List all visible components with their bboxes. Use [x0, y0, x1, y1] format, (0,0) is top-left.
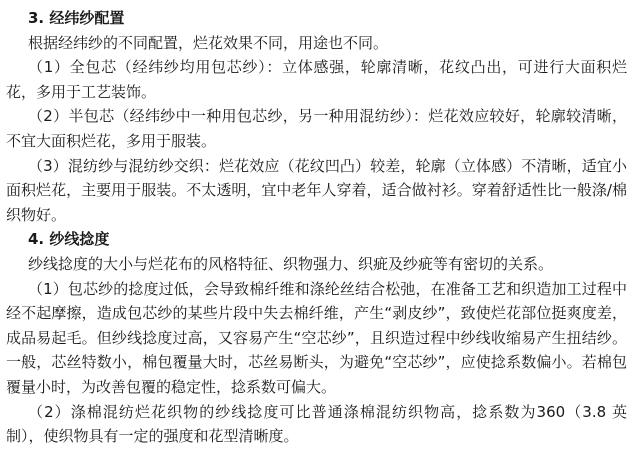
polyester-cotton-twist-paragraph: （2）涤棉混纺烂花织物的纱线捻度可比普通涤棉混纺织物高，捻系数为360（3.8 英制），使织物具有一定的强度和花型清晰度。: [6, 402, 627, 446]
core-spun-twist-paragraph: （1）包芯纱的捻度过低，会导致棉纤维和涤纶丝结合松弛，在准备工艺和织造加工过程中经不起摩擦，造成包芯纱的某些片段中失去棉纤维，产生“剥皮纱”，致使烂花部位挺爽度差，成品易起毛。但纱线捻度过高，又容易产生“空芯纱”，且织造过程中纱线收缩易产生扭结纱。一般，芯丝特数小，棉包覆量大时，芯丝易断头，为避免“空芯纱”，应使捻系数偏小。若棉包覆量小时，为改善包覆的稳定性，捻系数可偏大。: [6, 279, 627, 396]
blended-yarn-paragraph: （3）混纺纱与混纺纱交织：烂花效应（花纹凹凸）较差，轮廓（立体感）不清晰，适宜小面积烂花，主要用于服装。不太透明，宜中老年人穿着，适合做衬衫。穿着舒适性比一般涤/棉织物好。: [6, 156, 627, 224]
section-heading-yarn-twist: 4. 纱线捻度: [28, 230, 110, 249]
section-intro-paragraph: 根据经纬纱的不同配置，烂花效果不同，用途也不同。: [28, 33, 389, 52]
section-heading-warp-weft-configuration: 3. 经纬纱配置: [28, 9, 125, 27]
yarn-twist-intro-paragraph: 纱线捻度的大小与烂花布的风格特征、织物强力、织疵及纱疵等有密切的关系。: [28, 254, 554, 273]
full-core-spun-paragraph: （1）全包芯（经纬纱均用包芯纱）：立体感强，轮廓清晰，花纹凸出，可进行大面积烂花，多用于工艺装饰。: [6, 58, 627, 101]
half-core-spun-paragraph: （2）半包芯（经纬纱中一种用包芯纱，另一种用混纺纱）：烂花效应较好，轮廓较清晰，不宜大面积烂花，多用于服装。: [6, 107, 627, 150]
